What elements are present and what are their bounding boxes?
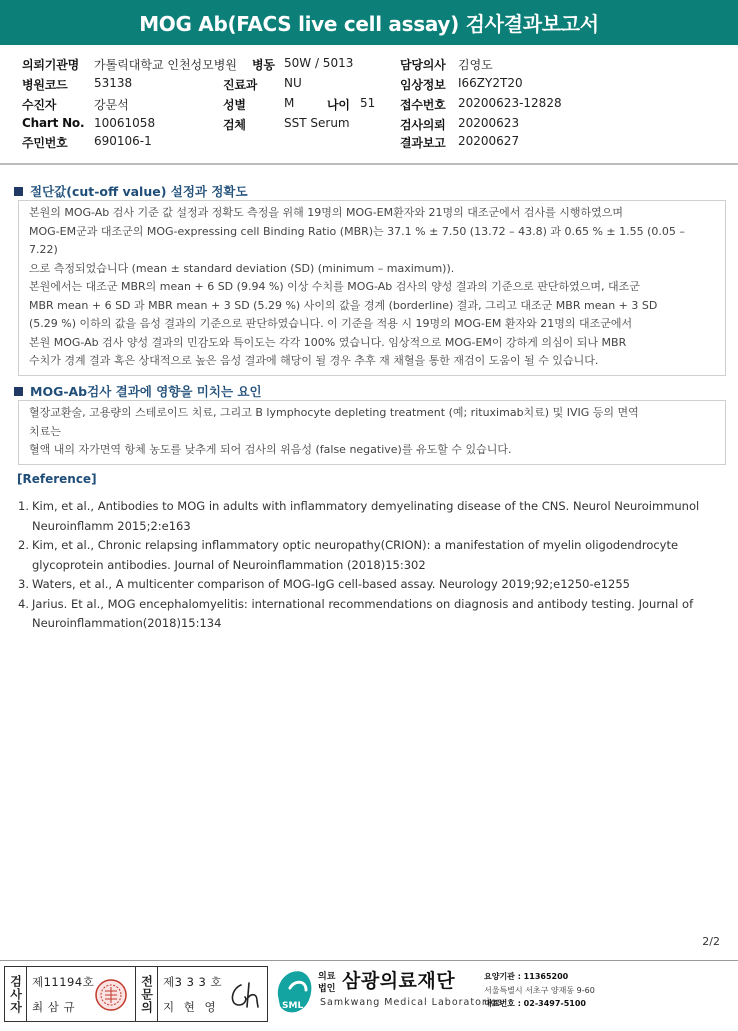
examiner-label: 검사자 xyxy=(8,974,23,1014)
square-bullet-icon xyxy=(14,187,23,196)
examiner-name: 최 삼 규 xyxy=(32,1000,76,1014)
signature-box xyxy=(4,966,268,1022)
factors-line: 치료는 xyxy=(29,424,61,438)
reference-item: 1. Kim, et al., Antibodies to MOG in adults with inflammatory demyelinating disease of the CNS. Neurol Neuroimmunol Neuroinflamm 2015;2:e163 xyxy=(18,499,700,533)
cutoff-body xyxy=(18,200,726,376)
chart-value: 10061058 xyxy=(94,116,156,130)
svg-text:SML: SML xyxy=(282,1001,304,1011)
org-type-label: 의료 법인 xyxy=(318,972,336,994)
patient-label: 수진자 xyxy=(22,98,57,112)
confirmer-license: 제3 3 3 호 xyxy=(163,975,223,989)
reference-list xyxy=(18,497,718,634)
specimen-label: 검체 xyxy=(223,118,246,132)
square-bullet-icon xyxy=(14,387,23,396)
cutoff-line: 7.22) xyxy=(29,243,58,256)
cutoff-section xyxy=(14,182,726,376)
factors-heading-text: MOG-Ab검사 결과에 영향을 미치는 요인 xyxy=(30,384,262,399)
request-label: 검사의뢰 xyxy=(400,118,446,132)
dept-value: NU xyxy=(284,76,302,90)
cutoff-line: (5.29 %) 이하의 값을 음성 결과의 기준으로 판단하였습니다. 이 기준을 적용 시 19명의 MOG-EM 환자와 21명의 대조군에서 xyxy=(29,317,633,330)
cutoff-line: 으로 측정되었습니다 (mean ± standard deviation (SD) (minimum – maximum)). xyxy=(29,261,455,275)
hospital-code-label: 병원코드 xyxy=(22,78,68,92)
request-value: 20200623 xyxy=(458,116,520,130)
ward-value: 50W / 5013 xyxy=(284,56,354,70)
patient-info-grid xyxy=(22,52,722,152)
doctor-value: 김영도 xyxy=(458,58,493,72)
cutoff-line: MOG-EM군과 대조군의 MOG-expressing cell Binding Ratio (MBR)는 37.1 % ± 7.50 (13.72 – 43.8) 과 0.65 % ± 1.55 (0.05 – xyxy=(29,224,685,238)
factors-body xyxy=(18,400,726,465)
cutoff-line: MBR mean + 6 SD 과 MBR mean + 3 SD (5.29 %) 사이의 값을 경계 (borderline) 결과, 그리고 대조군 MBR mean + 3 SD xyxy=(29,298,658,312)
sml-logo-icon xyxy=(272,966,316,1022)
reference-heading: [Reference] xyxy=(17,472,97,486)
reference-item: 3. Waters, et al., A multicenter comparison of MOG-IgG cell-based assay. Neurology 2019;92;e1250-e1255 xyxy=(18,577,630,591)
reference-item: 2. Kim, et al., Chronic relapsing inflammatory optic neuropathy(CRION): a manifestation of myelin oligodendrocyte glycoprotein antibodies. Journal of Neuroinflammation (2018)15:302 xyxy=(18,538,679,572)
hospital-code-value: 53138 xyxy=(94,76,133,90)
receipt-value: 20200623-12828 xyxy=(458,96,562,110)
id-label: 주민번호 xyxy=(22,136,68,150)
clinical-value: I66ZY2T20 xyxy=(458,76,523,90)
sex-value: M xyxy=(284,96,295,110)
factors-section xyxy=(14,382,726,465)
institution-label: 의뢰기관명 xyxy=(22,58,79,72)
factors-line: 혈장교환술, 고용량의 스테로이드 치료, 그리고 B lymphocyte depleting treatment (예; rituximab치료) 및 IVIG 등의 면역 xyxy=(29,406,639,419)
doctor-label: 담당의사 xyxy=(400,58,446,72)
confirmer-name: 지 현 영 xyxy=(163,1000,219,1014)
chart-label: Chart No. xyxy=(22,116,85,130)
examiner-seal-icon xyxy=(93,977,129,1013)
cutoff-line: 본원에서는 대조군 MBR의 mean + 6 SD (9.94 %) 이상 수치를 MOG-Ab 검사의 양성 결과의 기준으로 판단하였으며, 대조군 xyxy=(29,280,640,293)
header-divider xyxy=(0,163,738,165)
institution-value: 가톨릭대학교 인천성모병원 xyxy=(94,58,237,72)
page-number: 2/2 xyxy=(702,935,720,948)
cutoff-line: 수치가 경계 결과 혹은 상대적으로 높은 음성 결과에 해당이 될 경우 추후 재 채혈을 통한 재검이 도움이 될 수 있습니다. xyxy=(29,354,599,367)
report-title: MOG Ab(FACS live cell assay) 검사결과보고서 xyxy=(0,0,738,45)
report-label: 결과보고 xyxy=(400,136,446,150)
ward-label: 병동 xyxy=(252,58,275,72)
age-label: 나이 xyxy=(327,98,350,112)
org-english-name: Samkwang Medical Laboratories xyxy=(320,997,504,1008)
sex-label: 성별 xyxy=(223,98,246,112)
footer xyxy=(0,962,738,1031)
cutoff-line: 본원의 MOG-Ab 검사 기준 값 설정과 정확도 측정을 위해 19명의 MOG-EM환자와 21명의 대조군에서 검사를 시행하였으며 xyxy=(29,206,623,219)
confirmer-label: 전문의 xyxy=(139,974,154,1014)
age-value: 51 xyxy=(360,96,376,110)
dept-label: 진료과 xyxy=(223,78,258,92)
cutoff-heading xyxy=(14,182,726,200)
receipt-label: 접수번호 xyxy=(400,98,446,112)
cutoff-line: 본원 MOG-Ab 검사 양성 결과의 민감도와 특이도는 각각 100% 였습니다. 임상적으로 MOG-EM이 강하게 의심이 되나 MBR xyxy=(29,335,627,349)
cutoff-heading-text: 절단값(cut-off value) 설정과 정확도 xyxy=(30,184,248,199)
patient-value: 강문석 xyxy=(94,98,129,112)
specimen-value: SST Serum xyxy=(284,116,350,130)
org-contact-info: 요양기관 : 11365200 서울특별시 서초구 양재동 9-60 대표번호 : 02-3497-5100 xyxy=(484,972,595,1008)
handwritten-signature xyxy=(227,979,265,1013)
factors-heading xyxy=(14,382,726,400)
examiner-license: 제11194호 xyxy=(32,975,95,989)
reference-item: 4. Jarius. Et al., MOG encephalomyelitis: international recommendations on diagnosis and antibody testing. Journal of Neuroinflammation(2018)15:134 xyxy=(18,596,694,630)
org-name: 삼광의료재단 xyxy=(342,970,456,992)
id-value: 690106-1 xyxy=(94,134,152,148)
clinical-label: 임상정보 xyxy=(400,78,446,92)
report-value: 20200627 xyxy=(458,134,520,148)
footer-divider xyxy=(0,960,738,961)
factors-line: 혈액 내의 자가면역 항체 농도를 낮추게 되어 검사의 위음성 (false negative)를 유도할 수 있습니다. xyxy=(29,443,512,456)
